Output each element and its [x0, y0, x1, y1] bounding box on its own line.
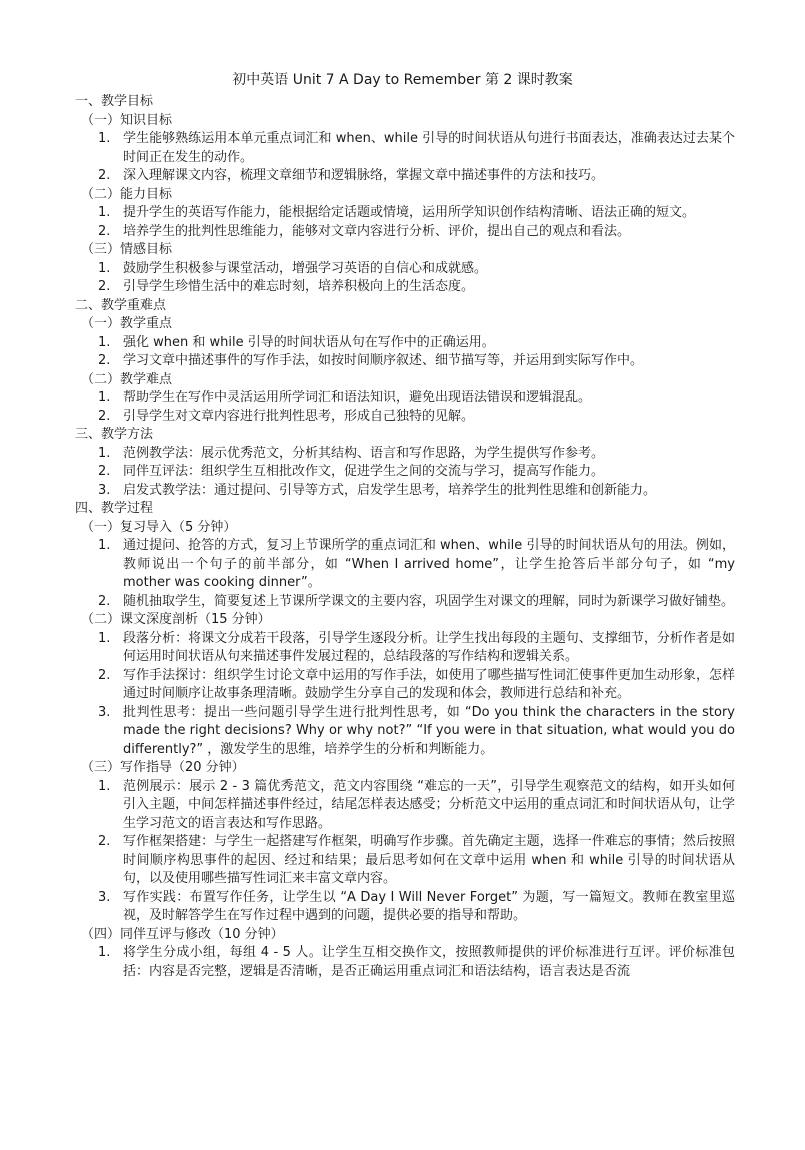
- list-item-number: 1.: [98, 630, 111, 646]
- list-item: [75, 537, 735, 593]
- subsection-heading: （三）写作指导（20 分钟）: [81, 760, 245, 775]
- list-item-number: 2.: [98, 168, 111, 183]
- list-item: [75, 223, 735, 242]
- list-item: [75, 463, 735, 482]
- list-item-text: 学生能够熟练运用本单元重点词汇和 when、while 引导的时间状语从句进行书面表达，准确表达过去某个时间正在发生的动作。: [123, 131, 735, 165]
- list-item-number: 3.: [98, 889, 111, 905]
- section-heading: 四、教学过程: [75, 501, 154, 516]
- list-item-text: 同伴互评法：组织学生互相批改作文，促进学生之间的交流与学习，提高写作能力。: [123, 464, 605, 479]
- list-item: [75, 778, 735, 834]
- list-item-text: 将学生分成小组，每组 4 - 5 人。让学生互相交换作文，按照教师提供的评价标准进行互评。评价标准包括：内容是否完整，逻辑是否清晰，是否正确运用重点词汇和语法结构，语言表达是否流: [123, 945, 735, 979]
- list-item-text: 范例教学法：展示优秀范文，分析其结构、语言和写作思路，为学生提供写作参考。: [123, 445, 605, 461]
- list-item: [75, 130, 735, 167]
- list-item: [75, 482, 735, 501]
- list-item-number: 2.: [98, 408, 111, 424]
- list-item-number: 1.: [98, 390, 111, 405]
- list-item-text: 通过提问、抢答的方式，复习上节课所学的重点词汇和 when、while 引导的时间状语从句的用法。例如，教师说出一个句子的前半部分，如 “When I arrived home”，让学生抢答后半部分句子，如 “my mother was cooking dinner”。: [123, 538, 735, 590]
- list-item: [75, 944, 735, 981]
- list-item-text: 引导学生对文章内容进行批判性思考，形成自己独特的见解。: [123, 408, 475, 424]
- list-item: [75, 889, 735, 926]
- list-item-number: 1.: [98, 334, 111, 350]
- list-item: [75, 593, 735, 612]
- list-item-number: 2.: [98, 834, 111, 849]
- list-item-text: 深入理解课文内容，梳理文章细节和逻辑脉络，掌握文章中描述事件的方法和技巧。: [123, 168, 605, 183]
- subsection-heading: （二）教学难点: [81, 371, 173, 387]
- list-item-number: 1.: [98, 131, 111, 146]
- page-title: 初中英语 Unit 7 A Day to Remember 第 2 课时教案: [232, 72, 573, 88]
- list-item-number: 2.: [98, 223, 111, 239]
- list-item-text: 提升学生的英语写作能力，能根据给定话题或情境，运用所学知识创作结构清晰、语法正确的短文。: [123, 205, 696, 220]
- section-heading: 三、教学方法: [75, 427, 154, 442]
- subsection-heading: （四）同伴互评与修改（10 分钟）: [81, 926, 284, 942]
- list-item-text: 帮助学生在写作中灵活运用所学词汇和语法知识，避免出现语法错误和逻辑混乱。: [123, 390, 592, 405]
- subsection-heading: （二）能力目标: [81, 186, 173, 202]
- section-heading: 二、教学重难点: [75, 297, 167, 313]
- list-item: [75, 630, 735, 667]
- list-item-number: 2.: [98, 667, 111, 683]
- list-item-number: 2.: [98, 353, 111, 368]
- list-item: [75, 204, 735, 223]
- list-item: [75, 352, 735, 371]
- list-item: [75, 278, 735, 297]
- subsection-heading: （一）教学重点: [81, 316, 173, 331]
- list-item: [75, 704, 735, 760]
- section-heading: 一、教学目标: [75, 94, 154, 109]
- list-item-number: 3.: [98, 482, 111, 498]
- document-body: [75, 93, 735, 981]
- list-item-text: 写作实践：布置写作任务，让学生以 “A Day I Will Never Forget” 为题，写一篇短文。教师在教室里巡视，及时解答学生在写作过程中遇到的问题，提供必要的指导和帮助。: [123, 889, 735, 923]
- list-item-text: 批判性思考：提出一些问题引导学生进行批判性思考，如 “Do you think the characters in the story made the right decisions? Why or why not?” “If you were in that situation, what would you do differently?” ，激发学生的思维，培养学生的分析和判断能力。: [123, 704, 735, 757]
- list-item-text: 范例展示：展示 2 - 3 篇优秀范文，范文内容围绕 “难忘的一天”，引导学生观察范文的结构，如开头如何引入主题，中间怎样描述事件经过，结尾怎样表达感受；分析范文中运用的重点词汇和时间状语从句，让学生学习范文的语言表达和写作思路。: [123, 778, 735, 831]
- subsection-heading: （一）复习导入（5 分钟）: [81, 519, 237, 535]
- list-item-number: 1.: [98, 945, 111, 960]
- list-item-number: 1.: [98, 205, 111, 220]
- list-item: [75, 260, 735, 279]
- list-item-number: 1.: [98, 260, 111, 276]
- list-item-number: 1.: [98, 445, 111, 461]
- list-item-text: 学习文章中描述事件的写作手法，如按时间顺序叙述、细节描写等，并运用到实际写作中。: [123, 353, 644, 368]
- list-item-text: 随机抽取学生，简要复述上节课所学课文的主要内容，巩固学生对课文的理解，同时为新课学习做好铺垫。: [123, 593, 735, 609]
- list-item: [75, 334, 735, 353]
- list-item: [75, 445, 735, 464]
- list-item: [75, 667, 735, 704]
- list-item-number: 1.: [98, 538, 111, 553]
- list-item-number: 2.: [98, 593, 111, 609]
- list-item-number: 2.: [98, 464, 111, 479]
- list-item: [75, 167, 735, 186]
- subsection-heading: （二）课文深度剖析（15 分钟）: [81, 612, 271, 627]
- list-item-text: 写作手法探讨：组织学生讨论文章中运用的写作手法，如使用了哪些描写性词汇使事件更加生动形象，怎样通过时间顺序让故事条理清晰。鼓励学生分享自己的发现和体会，教师进行总结和补充。: [123, 667, 735, 701]
- subsection-heading: （一）知识目标: [81, 112, 173, 128]
- list-item-text: 鼓励学生积极参与课堂活动，增强学习英语的自信心和成就感。: [123, 260, 488, 276]
- list-item-text: 启发式教学法：通过提问、引导等方式，启发学生思考，培养学生的批判性思维和创新能力。: [123, 482, 657, 498]
- list-item: [75, 408, 735, 427]
- list-item: [75, 833, 735, 889]
- list-item-number: 2.: [98, 279, 111, 294]
- list-item-text: 段落分析：将课文分成若干段落，引导学生逐段分析。让学生找出每段的主题句、支撑细节，分析作者是如何运用时间状语从句来描述事件发展过程的，总结段落的写作结构和逻辑关系。: [123, 630, 735, 664]
- list-item-text: 强化 when 和 while 引导的时间状语从句在写作中的正确运用。: [123, 334, 495, 350]
- list-item-text: 培养学生的批判性思维能力，能够对文章内容进行分析、评价，提出自己的观点和看法。: [123, 223, 631, 239]
- list-item-number: 1.: [98, 778, 111, 794]
- list-item-number: 3.: [98, 704, 111, 720]
- list-item: [75, 389, 735, 408]
- list-item-text: 引导学生珍惜生活中的难忘时刻，培养积极向上的生活态度。: [123, 279, 475, 294]
- list-item-text: 写作框架搭建：与学生一起搭建写作框架，明确写作步骤。首先确定主题，选择一件难忘的事情；然后按照时间顺序构思事件的起因、经过和结果；最后思考如何在文章中运用 when 和 while 引导的时间状语从句，以及使用哪些描写性词汇来丰富文章内容。: [123, 834, 735, 886]
- subsection-heading: （三）情感目标: [81, 242, 173, 257]
